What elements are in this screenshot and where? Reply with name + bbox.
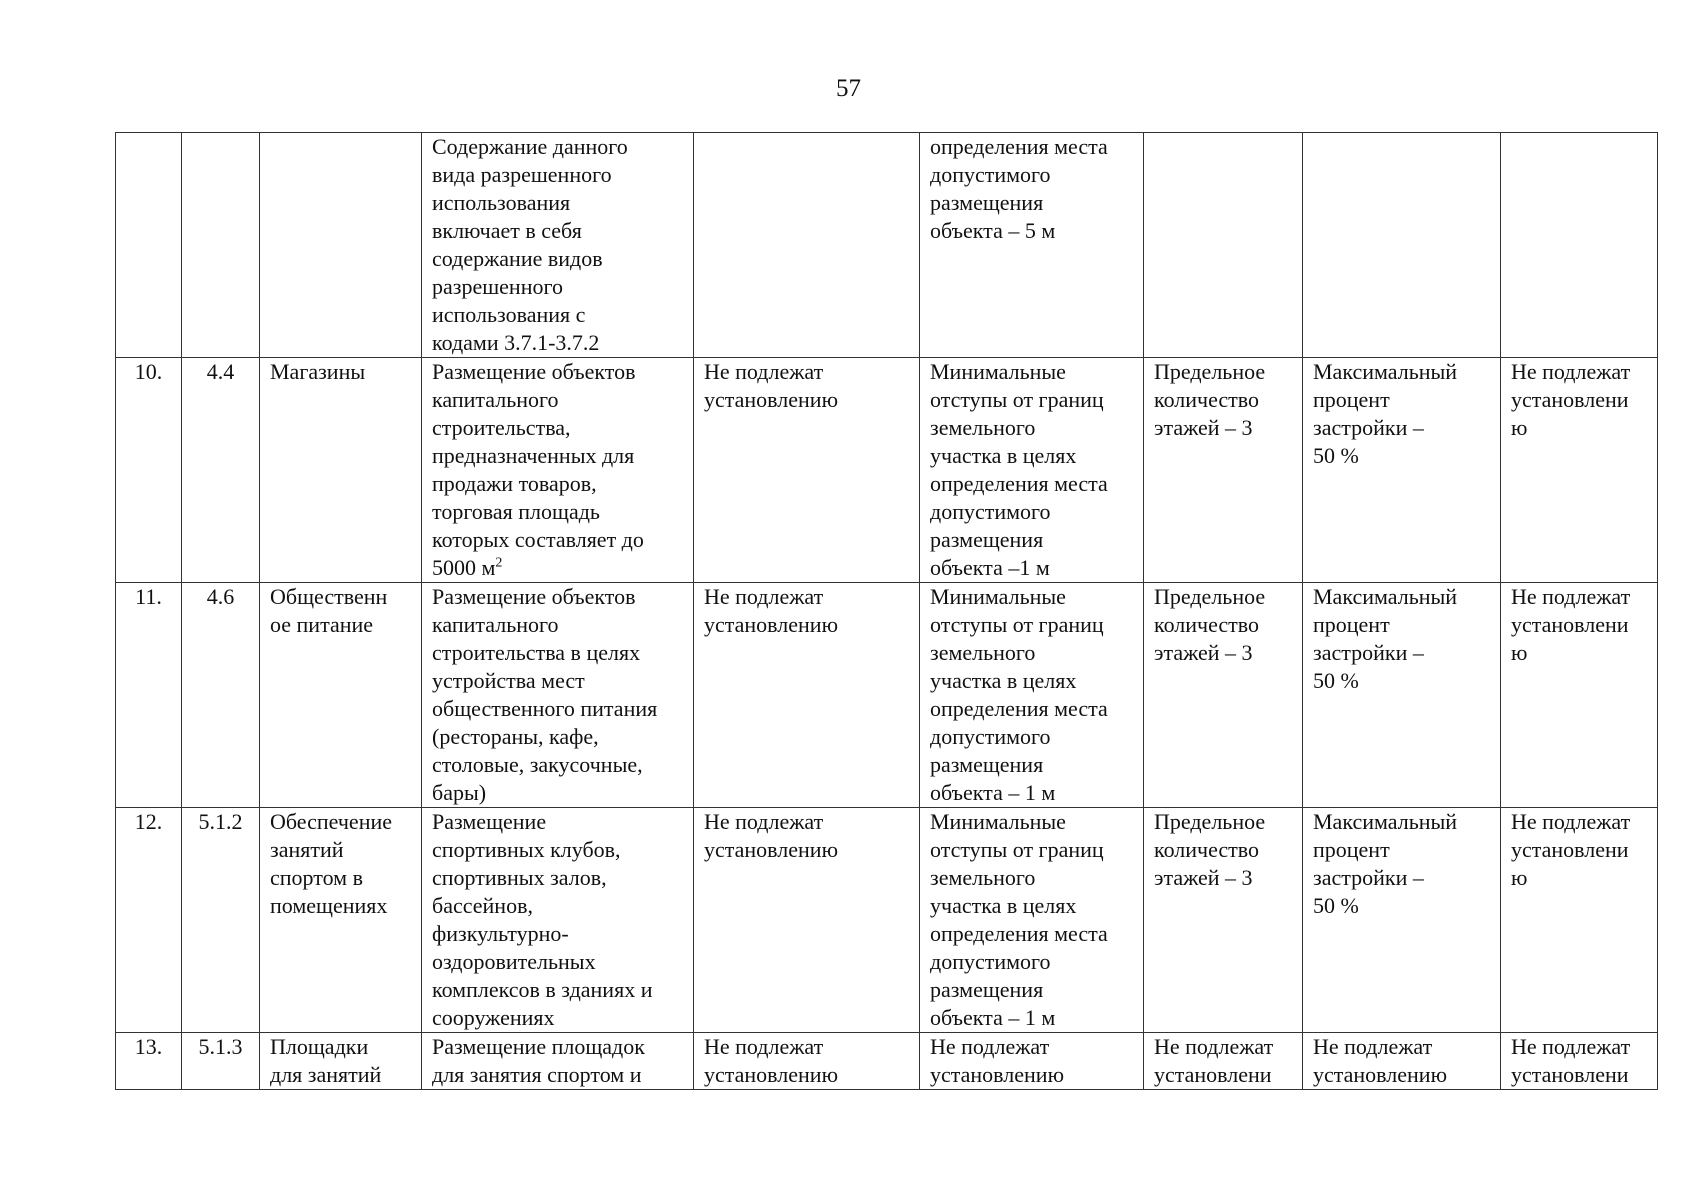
row-number-cell xyxy=(116,133,182,358)
max-coverage-cell: Максимальный процент застройки – 50 % xyxy=(1303,358,1501,583)
description-text: Содержание данного вида разрешенного использования включает в себя содержание видов разрешенного использования с кодами 3.7.1-3.7.2 xyxy=(432,134,628,355)
max-floors-cell: Предельное количество этажей – 3 xyxy=(1144,808,1303,1033)
use-code-cell: 5.1.3 xyxy=(182,1033,260,1090)
row-number-cell: 10. xyxy=(116,358,182,583)
description-superscript: 2 xyxy=(495,555,503,571)
restrictions-cell: Не подлежат установлени ю xyxy=(1501,358,1658,583)
page-number: 57 xyxy=(836,75,861,102)
table-row xyxy=(116,133,1658,358)
setbacks-cell: Минимальные отступы от границ земельного участка в целях определения места допустимого размещения объекта – 1 м xyxy=(920,583,1144,808)
row-number-cell: 13. xyxy=(116,1033,182,1090)
use-code-cell xyxy=(182,133,260,358)
use-name-cell xyxy=(260,133,422,358)
use-description-cell xyxy=(422,583,694,808)
min-plot-size-cell: Не подлежат установлению xyxy=(694,1033,920,1090)
use-code-cell: 4.4 xyxy=(182,358,260,583)
use-name-cell: Магазины xyxy=(260,358,422,583)
max-floors-cell: Предельное количество этажей – 3 xyxy=(1144,583,1303,808)
max-coverage-cell xyxy=(1303,133,1501,358)
use-code-cell: 5.1.2 xyxy=(182,808,260,1033)
use-name-cell: Общественн ое питание xyxy=(260,583,422,808)
max-coverage-cell: Максимальный процент застройки – 50 % xyxy=(1303,583,1501,808)
table-row xyxy=(116,358,1658,583)
description-text: Размещение объектов капитального строительства, предназначенных для продажи товаров, торговая площадь которых составляет до 5000 м xyxy=(432,359,644,580)
use-description-cell xyxy=(422,808,694,1033)
min-plot-size-cell xyxy=(694,133,920,358)
row-number-cell: 11. xyxy=(116,583,182,808)
description-text: Размещение площадок для занятия спортом и xyxy=(432,1034,645,1087)
table-row xyxy=(116,1033,1658,1090)
max-floors-cell: Не подлежат установлени xyxy=(1144,1033,1303,1090)
use-description-cell xyxy=(422,133,694,358)
use-code-cell: 4.6 xyxy=(182,583,260,808)
restrictions-cell: Не подлежат установлени ю xyxy=(1501,808,1658,1033)
description-text: Размещение объектов капитального строительства в целях устройства мест общественного питания (рестораны, кафе, столовые, закусочные, бары) xyxy=(432,584,658,805)
setbacks-cell: Не подлежат установлению xyxy=(920,1033,1144,1090)
max-coverage-cell: Максимальный процент застройки – 50 % xyxy=(1303,808,1501,1033)
max-coverage-cell: Не подлежат установлению xyxy=(1303,1033,1501,1090)
min-plot-size-cell: Не подлежат установлению xyxy=(694,583,920,808)
table-row xyxy=(116,808,1658,1033)
setbacks-cell: определения места допустимого размещения объекта – 5 м xyxy=(920,133,1144,358)
regulations-table xyxy=(115,132,1658,1090)
restrictions-cell: Не подлежат установлени xyxy=(1501,1033,1658,1090)
setbacks-cell: Минимальные отступы от границ земельного участка в целях определения места допустимого размещения объекта –1 м xyxy=(920,358,1144,583)
min-plot-size-cell: Не подлежат установлению xyxy=(694,358,920,583)
description-text: Размещение спортивных клубов, спортивных залов, бассейнов, физкультурно- оздоровительных комплексов в зданиях и сооружениях xyxy=(432,809,653,1030)
restrictions-cell: Не подлежат установлени ю xyxy=(1501,583,1658,808)
max-floors-cell: Предельное количество этажей – 3 xyxy=(1144,358,1303,583)
use-description-cell xyxy=(422,358,694,583)
use-description-cell xyxy=(422,1033,694,1090)
use-name-cell: Обеспечение занятий спортом в помещениях xyxy=(260,808,422,1033)
restrictions-cell xyxy=(1501,133,1658,358)
max-floors-cell xyxy=(1144,133,1303,358)
row-number-cell: 12. xyxy=(116,808,182,1033)
min-plot-size-cell: Не подлежат установлению xyxy=(694,808,920,1033)
table-row xyxy=(116,583,1658,808)
setbacks-cell: Минимальные отступы от границ земельного участка в целях определения места допустимого размещения объекта – 1 м xyxy=(920,808,1144,1033)
use-name-cell: Площадки для занятий xyxy=(260,1033,422,1090)
